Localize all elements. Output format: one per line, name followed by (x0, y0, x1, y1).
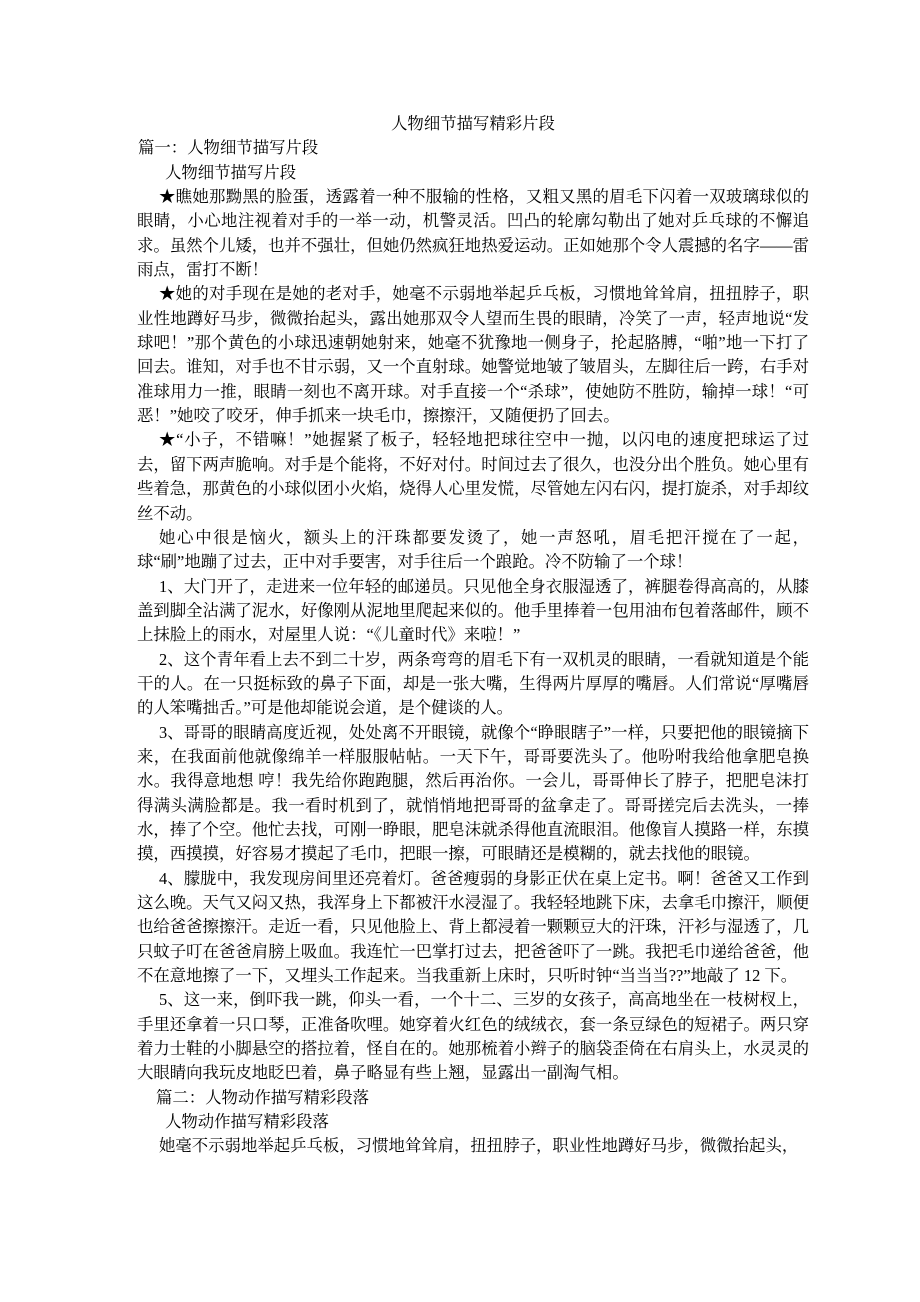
paragraph: 1、大门开了，走进来一位年轻的邮递员。只见他全身衣服湿透了，裤腿卷得高高的，从膝盖到脚全沾满了泥水，好像刚从泥地里爬起来似的。他手里捧着一包用油布包着落邮件，顾不上抹脸上的雨水，对屋里人说：“《儿童时代》来啦！” (137, 576, 810, 645)
paragraph: 2、这个青年看上去不到二十岁，两条弯弯的眉毛下有一双机灵的眼睛，一看就知道是个能干的人。在一只挺标致的鼻子下面，却是一张大嘴，生得两片厚厚的嘴唇。人们常说“厚嘴唇的人笨嘴拙舌。”可是他却能说会道，是个健谈的人。 (137, 649, 809, 718)
paragraph: 人物细节描写片段 (165, 162, 297, 182)
page-title: 人物细节描写精彩片段 (391, 114, 555, 133)
paragraph: 人物动作描写精彩段落 (165, 1112, 329, 1132)
paragraph: 篇一：人物细节描写片段 (138, 138, 319, 158)
paragraph: ★瞧她那黝黑的脸蛋，透露着一种不服输的性格，又粗又黑的眉毛下闪着一双玻璃球似的眼睛，小心地注视着对手的一举一动，机警灵活。凹凸的轮廓勾勒出了她对乒乓球的不懈追求。虽然个儿矮，也并不强壮，但她仍然疯狂地热爱运动。正如她那个令人震撼的名字——雷雨点，雷打不断！ (137, 187, 810, 280)
paragraph: ★“小子，不错嘛！”她握紧了板子，轻轻地把球往空中一抛，以闪电的速度把球运了过去，留下两声脆响。对手是个能将，不好对付。时间过去了很久，也没分出个胜负。她心里有些着急，那黄色的小球似团小火焰，烧得人心里发慌，尽管她左闪右闪，提打旋杀，对手却纹丝不动。 (137, 430, 810, 523)
document-content (137, 112, 809, 1159)
paragraph: 篇二：人物动作描写精彩段落 (156, 1087, 370, 1107)
paragraph: 3、哥哥的眼睛高度近视，处处离不开眼镜，就像个“睁眼瞎子”一样，只要把他的眼镜摘下来，在我面前他就像绵羊一样服服帖帖。一天下午，哥哥要洗头了。他吩咐我给他拿肥皂换水。我得意地想 哼！我先给你跑跑腿，然后再治你。一会儿，哥哥伸长了脖子，把肥皂沫打得满头满脸都是。我一看时机到了，就悄悄地把哥哥的盆拿走了。哥哥搓完后去洗头，一捧水，捧了个空。他忙去找，可刚一睁眼，肥皂沫就杀得他直流眼泪。他像盲人摸路一样，东摸摸，西摸摸，好容易才摸起了毛巾，把眼一擦，可眼睛还是模糊的，就去找他的眼镜。 (137, 722, 810, 864)
paragraph: 4、朦胧中，我发现房间里还亮着灯。爸爸瘦弱的身影正伏在桌上定书。啊！爸爸又工作到这么晚。天气又闷又热，我浑身上下都被汗水浸湿了。我轻轻地跳下床，去拿毛巾擦汗，顺便也给爸爸擦擦汗。走近一看，只见他脸上、背上都浸着一颗颗豆大的汗珠，汗衫与湿透了，几只蚊子叮在爸爸肩膀上吸血。我连忙一巴掌打过去，把爸爸吓了一跳。我把毛巾递给爸爸，他不在意地擦了一下，又埋头工作起来。当我重新上床时，只听时钟“当当当??”地敲了 12 下。 (137, 868, 810, 986)
paragraph: 她心中很是恼火，额头上的汗珠都要发烫了，她一声怒吼，眉毛把汗搅在了一起，球“刷”地蹦了过去，正中对手要害，对手往后一个踉跄。冷不防输了一个球！ (137, 527, 809, 572)
paragraph: 5、这一来，倒吓我一跳，仰头一看，一个十二、三岁的女孩子，高高地坐在一枝树杈上，手里还拿着一只口琴，正准备吹哩。她穿着火红色的绒绒衣，套一条豆绿色的短裙子。两只穿着力士鞋的小脚悬空的搭拉着，怪自在的。她那梳着小辫子的脑袋歪倚在右肩头上，水灵灵的大眼睛向我玩皮地眨巴着，鼻子略显有些上翘，显露出一副淘气相。 (137, 990, 810, 1083)
paragraph: 她毫不示弱地举起乒乓板，习惯地耸耸肩，扭扭脖子，职业性地蹲好马步，微微抬起头， (159, 1136, 799, 1156)
paragraph: ★她的对手现在是她的老对手，她毫不示弱地举起乒乓板，习惯地耸耸肩，扭扭脖子，职业性地蹲好马步，微微抬起头，露出她那双令人望而生畏的眼睛，冷笑了一声，轻声地说“发球吧！”那个黄色的小球迅速朝她射来，她毫不犹豫地一侧身子，抡起胳膊，“啪”地一下打了回去。谁知，对手也不甘示弱，又一个直射球。她警觉地皱了皱眉头，左脚往后一跨，右手对准球用力一推，眼睛一刻也不离开球。对手直接一个“杀球”，使她防不胜防，输掉一球！“可恶！”她咬了咬牙，伸手抓来一块毛巾，擦擦汗，又随便扔了回去。 (137, 284, 810, 426)
